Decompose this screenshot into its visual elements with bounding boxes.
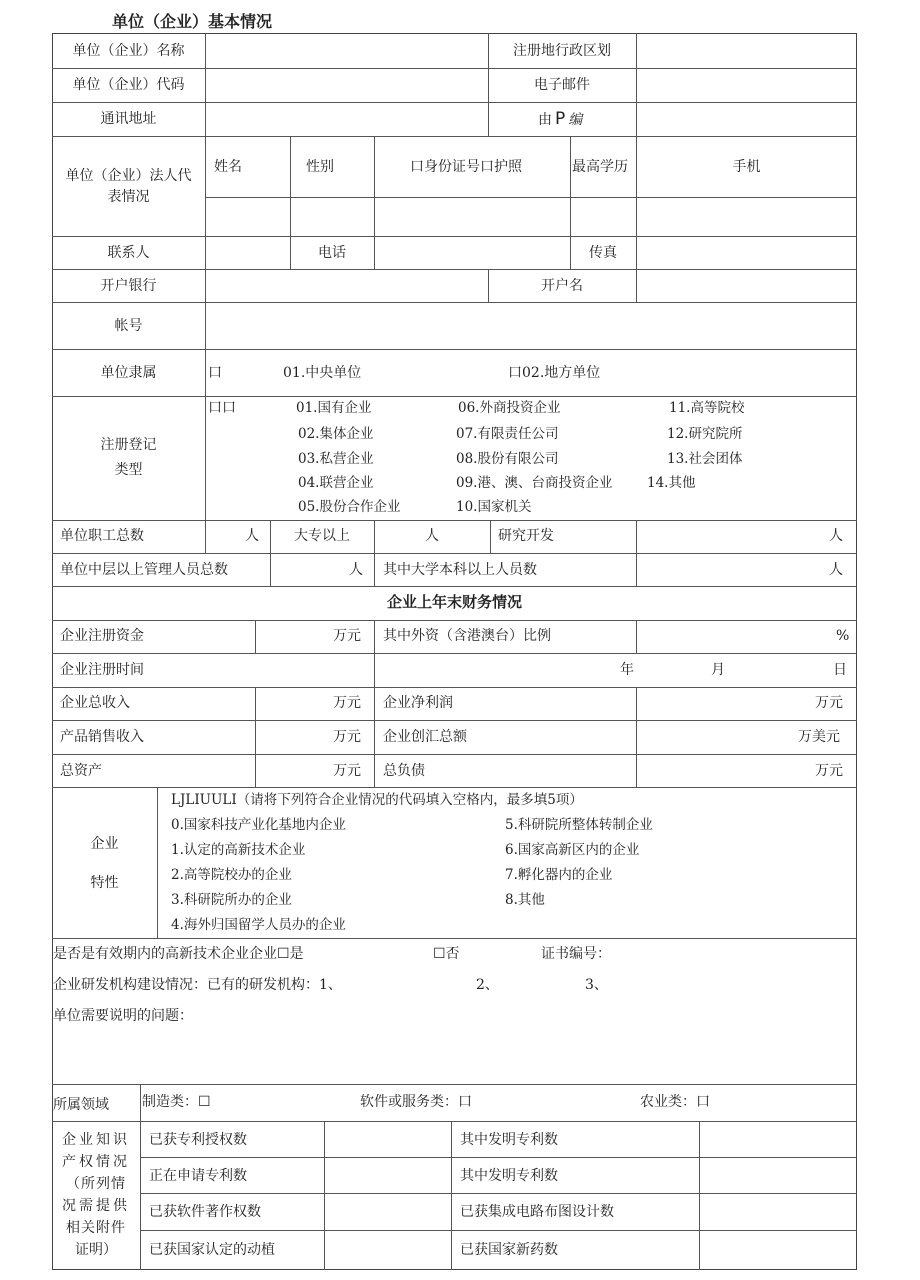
rd-label: 研究开发 [498, 528, 554, 544]
unit-person: 人 [349, 562, 363, 578]
unit-day: 日 [833, 662, 847, 678]
unit-wan: 万元 [333, 763, 361, 779]
feature-option: 3.科研院所办的企业 [171, 892, 292, 908]
reg-time-label: 企业注册时间 [60, 662, 144, 678]
rule [52, 520, 857, 521]
reg-type-option[interactable]: 11.高等院校 [669, 400, 745, 416]
account-name-label: 开户名 [541, 278, 583, 294]
field-label: 所属领域 [53, 1097, 109, 1113]
features-instruction[interactable]: LJLIUULI（请将下列符合企业情况的代码填入空格内，最多填5项） [171, 792, 583, 808]
reg-type-option[interactable]: 12.研究院所 [667, 426, 743, 442]
fax-input[interactable] [637, 237, 856, 269]
address-input[interactable] [206, 103, 487, 136]
finance-section-title: 企业上年末财务情况 [386, 593, 522, 611]
unit-person: 人 [829, 528, 843, 544]
legal-id-input[interactable] [375, 198, 569, 236]
rule [52, 938, 857, 939]
affiliation-checkbox[interactable]: 口 [208, 365, 222, 381]
feature-option: 4.海外归国留学人员办的企业 [171, 917, 346, 933]
reg-type-option[interactable]: 04.联营企业 [298, 475, 374, 491]
income-label: 企业总收入 [60, 695, 130, 711]
legal-label-line1: 单位（企业）法人代 [65, 168, 192, 184]
reg-type-option[interactable]: 01.国有企业 [296, 400, 372, 416]
rule [52, 586, 857, 587]
rule [52, 1084, 857, 1085]
assets-label: 总资产 [60, 763, 102, 779]
registration-label-line1: 注册登记 [100, 437, 157, 453]
field-manufacturing[interactable]: 制造类：☐ [142, 1094, 211, 1110]
rd-org-label: 企业研发机构建设情况：已有的研发机构：1、 [53, 977, 342, 993]
feature-option: 0.国家科技产业化基地内企业 [171, 817, 346, 833]
legal-education-input[interactable] [571, 198, 635, 236]
liabilities-label: 总负债 [383, 763, 425, 779]
rd-org-2: 2、 [476, 977, 499, 993]
legal-education-header: 最高学历 [572, 159, 628, 175]
legal-label-line2: 表情况 [107, 189, 150, 205]
staff-total-label: 单位职工总数 [60, 528, 144, 544]
rule [52, 754, 857, 755]
ip-label-line: 况需提供 [62, 1198, 130, 1214]
ip-value-input[interactable] [700, 1231, 856, 1269]
ip-value-input[interactable] [700, 1194, 856, 1230]
rule [451, 1121, 452, 1270]
region-label: 注册地行政区划 [513, 43, 611, 59]
rule [636, 553, 637, 586]
feature-option: 6.国家高新区内的企业 [505, 842, 640, 858]
legal-gender-input[interactable] [291, 198, 373, 236]
ip-value-input[interactable] [700, 1158, 856, 1193]
page-title: 单位（企业）基本情况 [112, 12, 273, 31]
ip-value-input[interactable] [325, 1194, 450, 1230]
unit-wan: 万元 [333, 695, 361, 711]
bachelor-label: 其中大学本科以上人员数 [383, 562, 537, 578]
affiliation-local[interactable]: 口02.地方单位 [508, 365, 601, 381]
unit-usd: 万美元 [798, 729, 840, 745]
features-label-line2: 特性 [90, 875, 119, 891]
affiliation-label: 单位隶属 [100, 365, 157, 381]
feature-option: 2.高等院校办的企业 [171, 867, 292, 883]
rule [374, 553, 375, 586]
ip-row-label: 已获软件著作权数 [149, 1204, 261, 1220]
bank-label: 开户银行 [100, 278, 157, 294]
unit-percent: % [836, 628, 850, 644]
ip-row-label: 已获专利授权数 [149, 1132, 247, 1148]
reg-type-option[interactable]: 13.社会团体 [667, 451, 743, 467]
ip-value-input[interactable] [700, 1122, 856, 1157]
rule [52, 620, 857, 621]
fax-label: 传真 [589, 245, 617, 261]
reg-type-option[interactable]: 08.股份有限公司 [456, 451, 559, 467]
reg-type-option[interactable]: 09.港、澳、台商投资企业 [456, 475, 613, 491]
legal-id-type[interactable]: 口身份证号口护照 [410, 159, 522, 175]
ip-value-input[interactable] [325, 1231, 450, 1269]
rule [636, 520, 637, 553]
region-input[interactable] [637, 34, 856, 68]
reg-type-option[interactable]: 10.国家机关 [456, 499, 532, 515]
unit-person: 人 [425, 528, 439, 544]
rule [52, 720, 857, 721]
rule [140, 1084, 141, 1121]
reg-type-option[interactable]: 06.外商投资企业 [458, 400, 561, 416]
rule [255, 620, 256, 653]
features-label-line1: 企业 [90, 836, 119, 852]
rule [374, 653, 375, 687]
rule [205, 520, 206, 553]
unit-wan: 万元 [333, 729, 361, 745]
ip-label-line: 产权情况 [62, 1154, 130, 1170]
rule [52, 687, 857, 688]
ip-label-line: 证明） [75, 1242, 117, 1258]
ip-row-label: 已获国家新药数 [460, 1242, 558, 1258]
registration-checkboxes[interactable]: 口口 [208, 400, 236, 416]
tel-input[interactable] [375, 237, 569, 269]
rule [490, 520, 491, 553]
field-software[interactable]: 软件或服务类：口 [360, 1094, 472, 1110]
rule [374, 620, 375, 653]
profit-label: 企业净利润 [383, 695, 453, 711]
rule [636, 687, 637, 787]
capital-label: 企业注册资金 [60, 628, 144, 644]
rule [374, 520, 375, 553]
unit-person: 人 [829, 562, 843, 578]
rule [52, 553, 857, 554]
ip-row-label: 已获集成电路布图设计数 [460, 1204, 614, 1220]
unit-year: 年 [620, 662, 634, 678]
unit-wan: 万元 [815, 695, 843, 711]
code-label: 单位（企业）代码 [72, 77, 185, 93]
reg-type-option[interactable]: 14.其他 [647, 475, 696, 491]
reg-type-option[interactable]: 07.有限责任公司 [456, 426, 559, 442]
code-input[interactable] [206, 69, 487, 102]
feature-option: 8.其他 [505, 892, 545, 908]
issues-label: 单位需要说明的问题： [53, 1008, 193, 1024]
rule [636, 620, 637, 653]
rule [270, 553, 271, 586]
sales-label: 产品销售收入 [60, 729, 144, 745]
rd-org-3: 3、 [585, 977, 608, 993]
rule [52, 653, 857, 654]
affiliation-central[interactable]: 01.中央单位 [283, 365, 362, 381]
rule [52, 787, 857, 788]
account-name-input[interactable] [637, 270, 856, 302]
rule [52, 349, 857, 350]
name-label: 单位（企业）名称 [72, 43, 185, 59]
rule [255, 687, 256, 787]
legal-phone-header: 手机 [732, 159, 761, 175]
account-no-input[interactable] [206, 303, 856, 349]
ip-value-input[interactable] [325, 1158, 450, 1193]
rule [140, 1121, 141, 1270]
reg-type-option[interactable]: 05.股份合作企业 [298, 499, 401, 515]
legal-phone-input[interactable] [637, 198, 856, 236]
hightech-no[interactable]: ☐否 [433, 946, 460, 962]
contact-label: 联系人 [107, 245, 150, 261]
registration-label-line2: 类型 [114, 462, 143, 478]
ip-row-label: 其中发明专利数 [460, 1132, 558, 1148]
cert-number-label: 证书编号： [541, 946, 611, 962]
legal-gender-header: 性别 [306, 159, 334, 175]
account-no-label: 帐号 [114, 318, 143, 334]
unit-person: 人 [245, 528, 259, 544]
rule [52, 136, 857, 137]
ip-value-input[interactable] [325, 1122, 450, 1157]
mgmt-label: 单位中层以上管理人员总数 [60, 562, 228, 578]
unit-wan: 万元 [333, 628, 361, 644]
ip-row-label: 其中发明专利数 [460, 1168, 558, 1184]
postcode-label: 由 P 编 [538, 109, 583, 129]
unit-month: 月 [711, 662, 725, 678]
legal-name-input[interactable] [206, 198, 289, 236]
contact-input[interactable] [206, 237, 289, 269]
issues-input[interactable] [53, 1028, 856, 1083]
postcode-input[interactable] [637, 103, 856, 136]
email-input[interactable] [637, 69, 856, 102]
address-label: 通讯地址 [100, 111, 157, 127]
feature-option: 5.科研院所整体转制企业 [505, 817, 653, 833]
feature-option: 7.孵化器内的企业 [505, 867, 613, 883]
email-label: 电子邮件 [534, 77, 590, 93]
ip-label-line: 相关附件 [66, 1220, 126, 1236]
college-label: 大专以上 [294, 528, 350, 544]
reg-type-option[interactable]: 02.集体企业 [298, 426, 374, 442]
rule [52, 396, 857, 397]
export-label: 企业创汇总额 [383, 729, 467, 745]
bank-input[interactable] [206, 270, 487, 302]
hightech-question-yes[interactable]: 是否是有效期内的高新技术企业企业☐是 [53, 946, 304, 962]
ip-label-line: 企业知识 [62, 1132, 130, 1148]
foreign-label: 其中外资（含港澳台）比例 [383, 628, 551, 644]
rule [157, 787, 158, 938]
ip-row-label: 已获国家认定的动植 [149, 1242, 275, 1258]
ip-label-line: （所列情 [66, 1176, 126, 1192]
ip-row-label: 正在申请专利数 [149, 1168, 247, 1184]
feature-option: 1.认定的高新技术企业 [171, 842, 306, 858]
unit-wan: 万元 [815, 763, 843, 779]
name-input[interactable] [206, 34, 487, 68]
legal-name-header: 姓名 [214, 159, 242, 175]
field-agriculture[interactable]: 农业类：口 [640, 1094, 710, 1110]
tel-label: 电话 [318, 245, 346, 261]
reg-type-option[interactable]: 03.私营企业 [298, 451, 374, 467]
rule [374, 687, 375, 787]
